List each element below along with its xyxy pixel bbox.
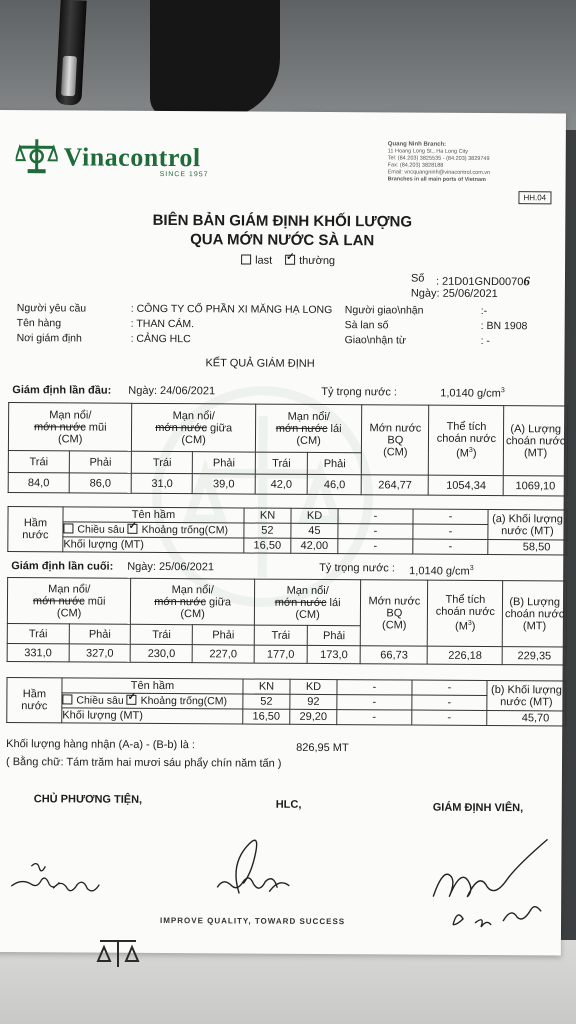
- ullage-label: Khoảng trống(CM): [141, 523, 229, 537]
- value-cell: 66,73: [361, 646, 428, 664]
- value-cell: 1054,34: [429, 475, 504, 495]
- empty-cell: -: [413, 509, 488, 524]
- value-cell: 42,0: [255, 474, 308, 494]
- col-port: Trái: [8, 451, 69, 473]
- header-displacement: choán nước: [504, 607, 565, 620]
- checkbox-depth-icon: [62, 694, 72, 704]
- branch-line: 11 Hoang Long St., Ha Long City: [387, 148, 469, 155]
- branch-title: Quang Ninh Branch:: [387, 141, 447, 148]
- header-volume: Thể tích: [445, 593, 486, 607]
- value-cell: 39,0: [192, 474, 255, 494]
- first-density: 1,0140 $g/cm^3$: [440, 387, 505, 400]
- header-stern: lái: [330, 422, 342, 435]
- header-freeboard: Mạn nổi/: [171, 583, 214, 596]
- empty-cell: -: [413, 539, 488, 554]
- weight-label: Khối lượng (MT): [62, 708, 243, 724]
- ballast-label: nước: [21, 700, 48, 713]
- hlc-signature: [209, 833, 299, 906]
- empty-cell: -: [338, 524, 413, 539]
- barge-label: Sà lan số: [344, 319, 389, 332]
- col-starboard: Phải: [69, 451, 132, 473]
- deliverer-value: :-: [480, 304, 488, 317]
- header-draft-struck: mớn nước: [275, 422, 328, 435]
- header-water-mt: nước (MT): [500, 695, 553, 708]
- header-draft-struck: mớn nước: [33, 420, 86, 434]
- option-thuong-label: thường: [299, 254, 336, 268]
- empty-cell: -: [337, 680, 412, 695]
- header-freeboard: Mạn nổi/: [287, 410, 330, 423]
- header-mid: giữa: [210, 421, 233, 434]
- cargo-value: : THAN CÁM.: [130, 317, 195, 331]
- first-density-value: 1,0140 g/cm: [440, 387, 501, 400]
- last-survey-label: Giám định lần cuối:: [11, 560, 114, 573]
- empty-cell: -: [338, 509, 413, 524]
- ballast-label: Hầm: [23, 517, 48, 530]
- ballast-total: 58,50: [488, 539, 567, 554]
- surveyor-signature-title: GIÁM ĐỊNH VIÊN,: [432, 801, 524, 815]
- col-starboard: Phải: [307, 625, 360, 645]
- empty-cell: -: [337, 695, 412, 710]
- col-port: Trái: [7, 624, 69, 644]
- header-draft-struck: mớn nước: [154, 595, 207, 608]
- branch-info: [388, 141, 491, 184]
- value-cell: 52: [244, 523, 291, 538]
- header-bow: mũi: [87, 595, 106, 608]
- value-cell: 29,20: [290, 709, 337, 724]
- value-cell: 42,00: [291, 538, 338, 553]
- kd-header: KD: [291, 508, 338, 523]
- scale-logo-icon: [16, 136, 58, 174]
- option-last-label: last: [255, 254, 273, 267]
- col-port: Trái: [132, 451, 193, 473]
- ullage-label: Khoảng trống(CM): [140, 694, 228, 708]
- barge-value: : BN 1908: [480, 319, 528, 333]
- last-density: 1,0140 $g/cm^3$: [409, 564, 474, 578]
- header-freeboard: Mạn nổi/: [286, 584, 329, 597]
- header-displacement: choán nước: [506, 434, 566, 447]
- requester-label: Người yêu cầu: [16, 302, 87, 315]
- header-mean-draft: Mớn nước: [369, 421, 422, 435]
- last-density-label: Tỷ trọng nước :: [319, 561, 395, 575]
- header-mid: giữa: [208, 595, 232, 608]
- header-m3: (M: [456, 447, 469, 460]
- value-cell: 177,0: [254, 645, 307, 663]
- owner-signature-title: CHỦ PHƯƠNG TIỆN,: [33, 793, 143, 806]
- weight-label: Khối lượng (MT): [63, 537, 244, 553]
- last-survey-date: Ngày: 25/06/2021: [127, 560, 215, 574]
- empty-cell: -: [412, 710, 487, 725]
- checkbox-thuong-checked-icon: [285, 255, 295, 265]
- doc-number: [436, 273, 530, 290]
- ballast-label: nước: [22, 529, 49, 542]
- requester-value: : CÔNG TY CỔ PHẦN XI MĂNG HẠ LONG: [130, 302, 333, 317]
- first-survey-label: Giám định lần đầu:: [12, 384, 112, 397]
- header-volume: Thể tích: [446, 420, 487, 434]
- header-bow: mũi: [88, 421, 107, 434]
- black-cloth: [150, 0, 280, 118]
- brand-slogan: IMPROVE QUALITY, TOWARD SUCCESS: [160, 915, 346, 927]
- received-quantity-label: Khối lượng hàng nhận (A-a) - (B-b) là :: [6, 738, 196, 752]
- header-unit: (CM): [57, 432, 83, 446]
- header-unit: (CM): [382, 618, 407, 631]
- amount-in-words: ( Bằng chữ: Tám trăm hai mươi sáu phẩy chín năm tấn ): [5, 756, 282, 770]
- tank-name-header: Tên hầm: [63, 507, 244, 523]
- depth-label: Chiều sâu: [76, 694, 124, 707]
- branch-line: Fax: (84.203) 3828188: [387, 162, 444, 169]
- doc-date: Ngày: 25/06/2021: [410, 287, 498, 301]
- value-cell: 31,0: [132, 473, 193, 493]
- col-starboard: Phải: [193, 452, 256, 474]
- header-bq: BQ: [387, 433, 404, 446]
- received-quantity-value: 826,95 MT: [296, 741, 349, 755]
- document-sheet: [0, 110, 566, 955]
- header-draft-struck: mớn nước: [155, 421, 208, 434]
- cargo-label: Tên hàng: [16, 317, 62, 330]
- value-cell: 264,77: [362, 475, 429, 495]
- header-unit: (CM): [180, 607, 205, 620]
- tank-name-header: Tên hầm: [62, 678, 243, 694]
- checkbox-last-icon: [241, 254, 251, 264]
- empty-cell: -: [412, 695, 487, 710]
- result-heading: KẾT QUẢ GIÁM ĐỊNH: [205, 357, 315, 370]
- empty-cell: -: [338, 539, 413, 554]
- last-draft-table: Mạn nổi/ mớn nước mũi (CM) Mạn nổi/ mớn nước giữa (CM) Mạn nổi/ mớn nước lái (CM) Mớn nước BQ (CM) Thể tích choán nước $(M^3)$ (B) Lượng choán nước (MT) Trái Phải Trái Phải Trái Phải 331,0 327,0 230,0 227,0 177,0 173,0 66,73 226,18 229,35: [7, 577, 568, 665]
- doc-title-line2: QUA MỚN NƯỚC SÀ LAN: [190, 231, 375, 250]
- doc-number-value: : 21D01GND0070: [435, 275, 524, 289]
- first-ballast-table: [7, 506, 567, 555]
- surveyor-signature: [423, 833, 554, 934]
- deliverer-label: Người giao\nhận: [344, 304, 424, 317]
- header-unit: (CM): [296, 434, 321, 447]
- first-survey-date: Ngày: 24/06/2021: [128, 384, 216, 398]
- value-cell: 229,35: [503, 647, 567, 665]
- header-bq: BQ: [386, 606, 403, 619]
- header-mt: (MT): [522, 619, 547, 632]
- checkbox-ullage-checked-icon: [127, 695, 137, 705]
- last-ballast-table: [6, 677, 566, 726]
- header-unit: (CM): [56, 606, 82, 620]
- header-a-amount: (A) Lượng: [510, 422, 562, 435]
- value-cell: 16,50: [244, 538, 291, 553]
- hlc-signature-title: HLC,: [275, 798, 302, 811]
- header-mean-draft: Mớn nước: [368, 594, 421, 608]
- kd-header: KD: [290, 679, 337, 694]
- owner-signature: [1, 858, 111, 909]
- kn-header: KN: [243, 679, 290, 694]
- last-density-value: 1,0140 g/cm: [409, 565, 470, 578]
- value-cell: 86,0: [69, 473, 132, 493]
- branch-line: Tel: (84.203) 3825535 - (84.203) 3829749: [387, 155, 490, 162]
- value-cell: 226,18: [428, 646, 503, 664]
- header-displacement: choán nước: [435, 605, 495, 619]
- place-value: : CẢNG HLC: [130, 332, 191, 346]
- branch-line: Branches in all main ports of Vietnam: [387, 176, 486, 183]
- header-freeboard: Mạn nổi/: [48, 582, 91, 596]
- doc-title-line1: BIÊN BẢN GIÁM ĐỊNH KHỐI LƯỢNG: [152, 211, 413, 231]
- header-freeboard: Mạn nổi/: [172, 409, 215, 422]
- branch-line: Email: vncquangninh@vinacontrol.com.vn: [387, 169, 491, 176]
- depth-label: Chiều sâu: [77, 523, 125, 536]
- option-last: [241, 254, 272, 266]
- form-code: HH.04: [518, 191, 551, 204]
- transfer-value: : -: [480, 334, 490, 347]
- place-label: Nơi giám định: [16, 332, 82, 345]
- ballast-total: 45,70: [487, 710, 566, 725]
- header-freeboard: Mạn nổi/: [49, 408, 92, 422]
- value-cell: 92: [290, 694, 337, 709]
- value-cell: 227,0: [192, 645, 254, 663]
- empty-cell: -: [412, 680, 487, 695]
- header-unit: (CM): [383, 445, 408, 458]
- value-cell: 173,0: [307, 645, 360, 663]
- value-cell: 84,0: [8, 473, 69, 493]
- printed-logo-fragment: [96, 937, 140, 971]
- doc-number-label: Số: [410, 272, 425, 285]
- header-a-weight: (a) Khối lượng: [492, 512, 563, 525]
- brand-name: Vinacontrol: [63, 142, 201, 173]
- value-cell: 327,0: [69, 644, 131, 662]
- header-b-amount: (B) Lượng: [509, 595, 561, 608]
- value-cell: 331,0: [7, 644, 69, 662]
- doc-number-handwritten: 6: [523, 273, 530, 289]
- checkbox-depth-icon: [63, 523, 73, 533]
- col-port: Trái: [254, 625, 307, 645]
- header-draft-struck: mớn nước: [32, 594, 85, 608]
- col-port: Trái: [255, 452, 308, 474]
- value-cell: 230,0: [131, 644, 193, 662]
- brand-since: SINCE 1957: [159, 170, 209, 179]
- col-starboard: Phải: [69, 624, 131, 644]
- first-density-label: Tỷ trọng nước :: [321, 385, 398, 399]
- value-cell: 46,0: [308, 474, 362, 494]
- value-cell: 52: [243, 694, 290, 709]
- col-port: Trái: [131, 624, 193, 644]
- value-cell: 1069,10: [504, 476, 568, 496]
- header-b-weight: (b) Khối lượng: [491, 683, 562, 696]
- value-cell: 45: [291, 523, 338, 538]
- ballast-label: Hầm: [22, 688, 47, 701]
- header-m3: (M: [455, 620, 468, 633]
- first-draft-table: Mạn nổi/ mớn nước mũi (CM) Mạn nổi/ mớn nước giữa (CM) Mạn nổi/ mớn nước lái (CM) Mớn nước BQ (CM) Thể tích choán nước $(M^3)$ (A) Lượng choán nước (MT) Trái Phải Trái Phải Trái Phải 84,0 86,0 31,0 39,0 42,0 46,0 264,77 1054,34 1069,10: [8, 402, 569, 496]
- header-draft-struck: mớn nước: [274, 596, 327, 609]
- header-unit: (CM): [181, 433, 206, 446]
- pen-tip: [61, 56, 77, 97]
- col-starboard: Phải: [308, 452, 362, 474]
- empty-cell: -: [413, 524, 488, 539]
- transfer-label: Giao\nhận từ: [344, 334, 406, 347]
- header-mt: (MT): [523, 446, 548, 459]
- header-unit: (CM): [295, 608, 320, 621]
- kn-header: KN: [244, 508, 291, 523]
- header-stern: lái: [329, 596, 341, 609]
- empty-cell: -: [337, 710, 412, 725]
- col-starboard: Phải: [192, 625, 254, 645]
- value-cell: 16,50: [243, 709, 290, 724]
- header-water-mt: nước (MT): [501, 524, 554, 537]
- checkbox-ullage-checked-icon: [128, 524, 138, 534]
- header-displacement: choán nước: [436, 432, 497, 446]
- option-thuong: [285, 255, 335, 267]
